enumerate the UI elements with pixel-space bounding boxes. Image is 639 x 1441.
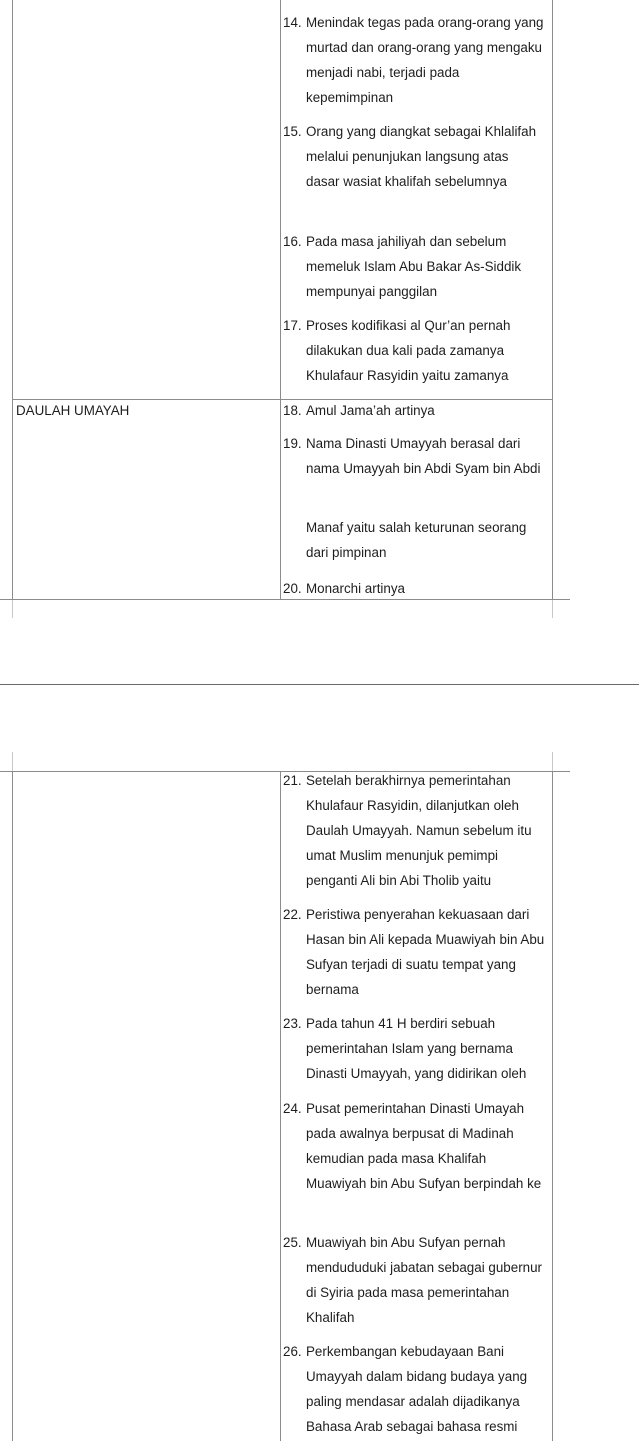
question-item-22 (283, 902, 545, 1002)
question-number: 23. (283, 1016, 302, 1031)
question-number: 25. (283, 1235, 302, 1250)
question-text: Proses kodifikasi al Qur’an pernah dilakukan dua kali pada zamanya Khulafaur Rasyidin yaitu zamanya (306, 318, 511, 383)
page2-margin-mark-right (552, 752, 553, 772)
question-number: 15. (283, 124, 302, 139)
question-item-20 (283, 576, 545, 601)
question-number: 17. (283, 318, 302, 333)
question-item-19-continued (283, 515, 545, 565)
question-text: Nama Dinasti Umayyah berasal dari nama Umayyah bin Abdi Syam bin Abdi (306, 436, 541, 476)
question-item-18 (283, 398, 545, 423)
question-number: 20. (283, 581, 302, 596)
question-text: Menindak tegas pada orang-orang yang murtad dan orang-orang yang mengaku menjadi nabi, terjadi pada kepemimpinan (306, 15, 544, 105)
question-text: Pada masa jahiliyah dan sebelum memeluk Islam Abu Bakar As-Siddik mempunyai panggilan (306, 234, 522, 299)
page-separator (0, 684, 639, 685)
table-column-divider (280, 0, 281, 600)
question-text: Amul Jama’ah artinya (306, 403, 435, 418)
table-border-right (552, 0, 553, 600)
question-text: Monarchi artinya (306, 581, 405, 596)
question-text: Setelah berakhirnya pemerintahan Khulafaur Rasyidin, dilanjutkan oleh Daulah Umayyah. Namun sebelum itu umat Muslim menunjuk pemimpi penganti Ali bin Abi Tholib yaitu (306, 773, 532, 888)
question-text: Perkembangan kebudayaan Bani Umayyah dalam bidang budaya yang paling mendasar adalah dijadikanya Bahasa Arab sebagai bahasa resmi (306, 1344, 528, 1434)
page-margin-mark-right (552, 600, 553, 618)
page-margin-mark-left (12, 600, 13, 618)
question-item-25 (283, 1230, 545, 1330)
section-label-daulah-umayah: DAULAH UMAYAH (16, 403, 130, 418)
question-item-24 (283, 1096, 545, 1196)
page2-margin-mark-left (12, 752, 13, 772)
question-text: Pada tahun 41 H berdiri sebuah pemerintahan Islam yang bernama Dinasti Umayyah, yang didirikan oleh (306, 1016, 527, 1081)
question-item-26 (283, 1339, 545, 1439)
question-number: 26. (283, 1344, 302, 1359)
table-border-left (12, 0, 13, 600)
question-item-23 (283, 1011, 545, 1086)
question-item-17 (283, 313, 545, 388)
question-text: Orang yang diangkat sebagai Khlalifah melalui penunjukan langsung atas dasar wasiat khalifah sebelumnya (306, 124, 537, 189)
question-number: 19. (283, 436, 302, 451)
page2-table-border-right (552, 771, 553, 1441)
question-text: Manaf yaitu salah keturunan seorang dari pimpinan (306, 520, 527, 560)
question-text: Muawiyah bin Abu Sufyan pernah mendududuki jabatan sebagai gubernur di Syiria pada masa pemerintahan Khalifah (306, 1235, 543, 1325)
question-item-21 (283, 768, 545, 893)
question-number: 22. (283, 907, 302, 922)
page2-table-border-left (12, 771, 13, 1441)
question-text: Peristiwa penyerahan kekuasaan dari Hasan bin Ali kepada Muawiyah bin Abu Sufyan terjadi di suatu tempat yang bernama (306, 907, 545, 997)
question-number: 18. (283, 403, 302, 418)
question-number: 24. (283, 1101, 302, 1116)
question-item-16 (283, 229, 545, 304)
question-number: 14. (283, 15, 302, 30)
question-number: 16. (283, 234, 302, 249)
question-item-15 (283, 119, 545, 194)
question-item-14 (283, 10, 545, 110)
question-number: 21. (283, 773, 302, 788)
question-text: Pusat pemerintahan Dinasti Umayah pada awalnya berpusat di Madinah kemudian pada masa Khalifah Muawiyah bin Abu Sufyan berpindah ke (306, 1101, 542, 1191)
question-item-19 (283, 431, 545, 481)
page2-table-column-divider (280, 771, 281, 1441)
